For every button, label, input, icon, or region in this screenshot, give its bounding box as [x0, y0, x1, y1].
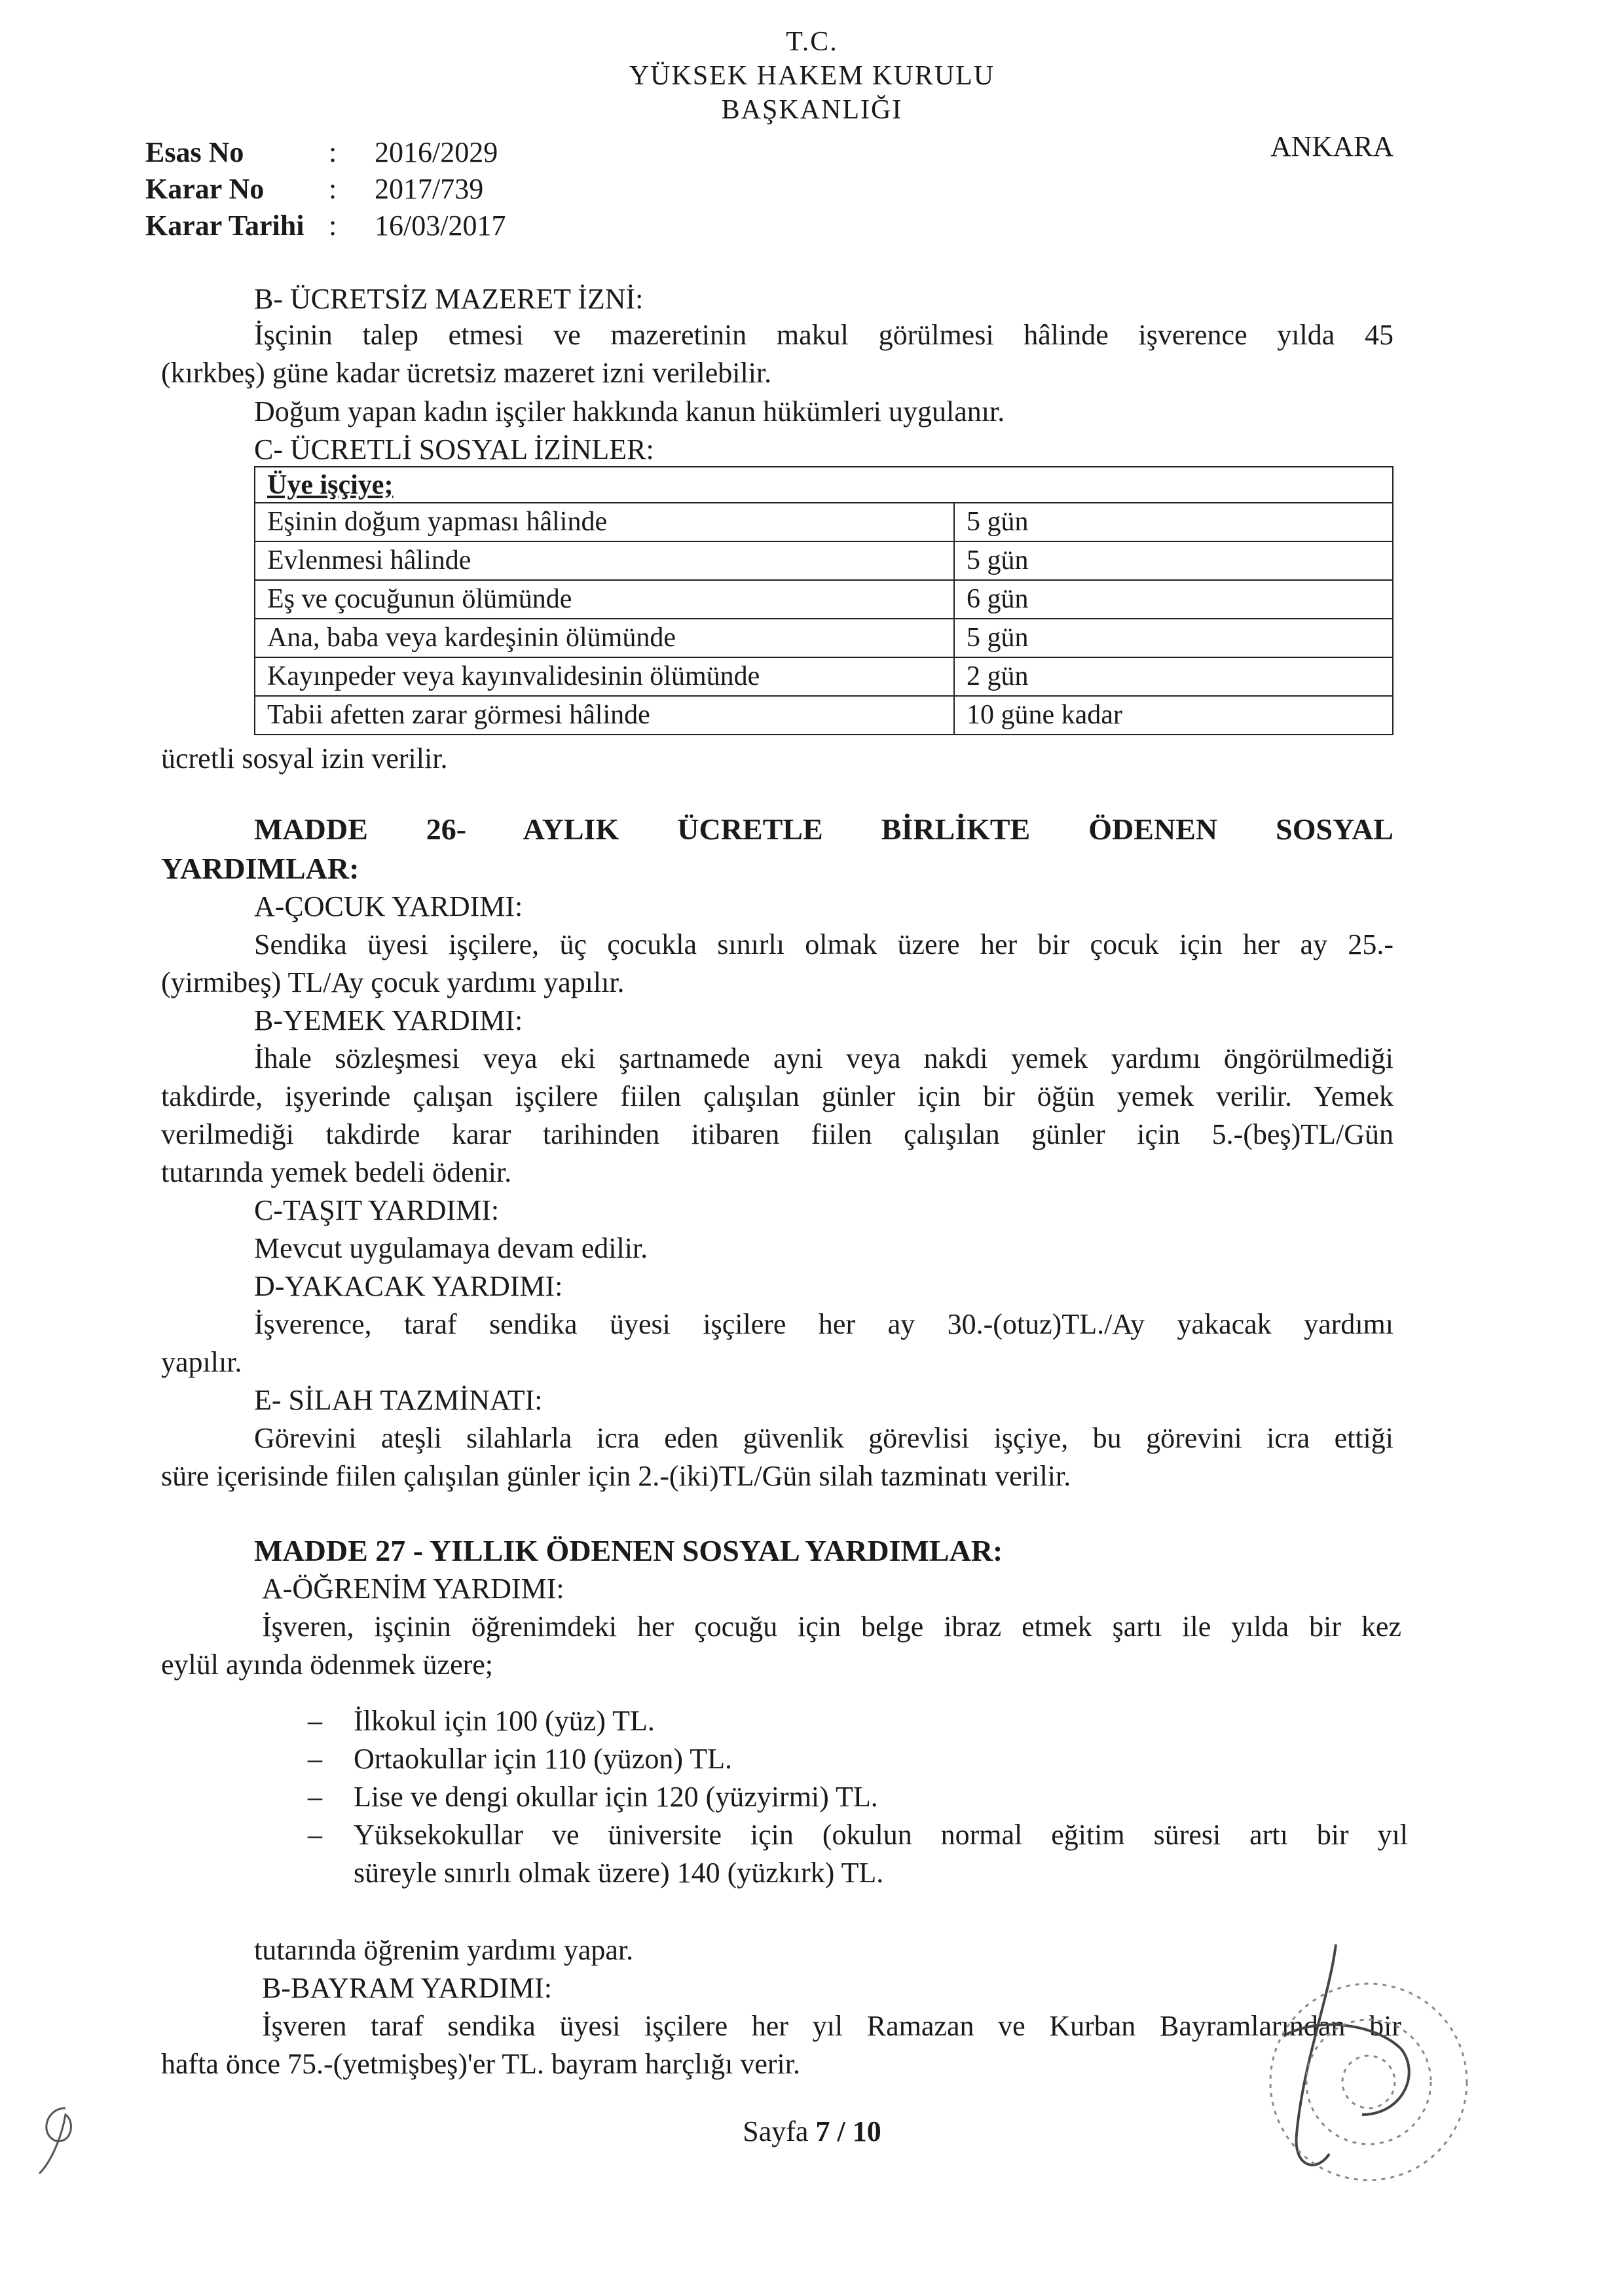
table-row: [255, 619, 1393, 657]
section-b-p1-line2: (kırkbeş) güne kadar ücretsiz mazeret izni verilebilir.: [161, 357, 772, 389]
city: ANKARA: [1270, 130, 1394, 162]
table-row: [255, 503, 1393, 541]
tarih-value: 16/03/2017: [375, 210, 506, 242]
madde26-c-line1: Mevcut uygulamaya devam edilir.: [254, 1232, 648, 1264]
madde26-a-line2: (yirmibeş) TL/Ay çocuk yardımı yapılır.: [161, 966, 625, 998]
page-separator: /: [837, 2115, 845, 2147]
madde26-d-line1: İşverence, taraf sendika üyesi işçilere her ay 30.-(otuz)TL./Ay yakacak yardımı: [254, 1308, 1393, 1340]
karar-value: 2017/739: [375, 173, 484, 205]
madde26-d-line2: yapılır.: [161, 1346, 242, 1378]
madde27-b-title: B-BAYRAM YARDIMI:: [262, 1972, 552, 2004]
karar-label: Karar No: [145, 173, 265, 205]
list-item: [308, 1740, 1408, 1778]
list-item-text: Lise ve dengi okullar için 120 (yüzyirmi) TL.: [354, 1781, 878, 1813]
list-item-text-cont: süreyle sınırlı olmak üzere) 140 (yüzkırk) TL.: [354, 1857, 884, 1889]
leave-days: 2 gün: [954, 657, 1393, 696]
madde26-e-line1: Görevini ateşli silahlarla icra eden güvenlik görevlisi işçiye, bu görevini icra ettiği: [254, 1422, 1393, 1454]
madde27-a-title: A-ÖĞRENİM YARDIMI:: [262, 1573, 564, 1605]
page-footer: [0, 2115, 1624, 2148]
list-dash: –: [308, 1781, 322, 1813]
tarih-label: Karar Tarihi: [145, 210, 304, 242]
leave-case: Tabii afetten zarar görmesi hâlinde: [255, 696, 954, 735]
madde26-c-title: C-TAŞIT YARDIMI:: [254, 1194, 500, 1226]
leave-case: Eş ve çocuğunun ölümünde: [255, 580, 954, 619]
page-current: 7: [815, 2115, 830, 2147]
header-tc: T.C.: [786, 27, 838, 57]
leave-days: 10 güne kadar: [954, 696, 1393, 735]
leave-days: 5 gün: [954, 503, 1393, 541]
karar-row: [145, 171, 506, 208]
madde27-title: MADDE 27 - YILLIK ÖDENEN SOSYAL YARDIMLAR:: [254, 1534, 1003, 1567]
list-dash: –: [308, 1819, 322, 1851]
madde26-e-line2: süre içerisinde fiilen çalışılan günler için 2.-(iki)TL/Gün silah tazminatı verilir.: [161, 1460, 1071, 1492]
list-item: [308, 1702, 1408, 1740]
header-institution: YÜKSEK HAKEM KURULU: [629, 61, 995, 91]
esas-label: Esas No: [145, 136, 244, 168]
list-item-text: İlkokul için 100 (yüz) TL.: [354, 1705, 655, 1737]
leave-table-header-cell: [254, 466, 1393, 502]
leave-table-header: Üye işçiye;: [267, 470, 394, 500]
madde26-a-line1: Sendika üyesi işçilere, üç çocukla sınırlı olmak üzere her bir çocuk için her ay 25.-: [254, 928, 1393, 960]
page-label: Sayfa: [743, 2115, 809, 2147]
colon: :: [329, 136, 337, 168]
list-item-text-block: [354, 1816, 1408, 1892]
list-item: [308, 1816, 1408, 1892]
madde27-a-line1: İşveren, işçinin öğrenimdeki her çocuğu için belge ibraz etmek şartı ile yılda bir kez: [262, 1611, 1401, 1643]
madde26-d-title: D-YAKACAK YARDIMI:: [254, 1270, 563, 1302]
table-row: [255, 696, 1393, 735]
section-b-title: B- ÜCRETSİZ MAZERET İZNİ:: [254, 283, 644, 315]
case-meta: [145, 134, 506, 244]
colon: :: [329, 210, 337, 242]
madde26-b-line1: İhale sözleşmesi veya eki şartnamede ayni veya nakdi yemek yardımı öngörülmediği: [254, 1042, 1393, 1074]
leave-case: Evlenmesi hâlinde: [255, 541, 954, 580]
list-dash: –: [308, 1743, 322, 1775]
list-item-text: Yüksekokullar ve üniversite için (okulun normal eğitim süresi artı bir yıl: [354, 1819, 1408, 1851]
table-row: [255, 541, 1393, 580]
madde26-title-line2: YARDIMLAR:: [161, 852, 360, 885]
section-c-after: ücretli sosyal izin verilir.: [161, 742, 448, 774]
leave-days: 5 gün: [954, 619, 1393, 657]
list-item: [308, 1778, 1408, 1816]
madde26-b-title: B-YEMEK YARDIMI:: [254, 1004, 523, 1036]
leave-days: 5 gün: [954, 541, 1393, 580]
leave-case: Eşinin doğum yapması hâlinde: [255, 503, 954, 541]
signature-stamp-icon: [1205, 1918, 1519, 2193]
header-department: BAŞKANLIĞI: [721, 95, 903, 125]
madde26-e-title: E- SİLAH TAZMİNATI:: [254, 1384, 543, 1416]
leave-days: 6 gün: [954, 580, 1393, 619]
madde26-title-line1: MADDE 26- AYLIK ÜCRETLE BİRLİKTE ÖDENEN SOSYAL: [254, 812, 1393, 846]
madde27-a-line2: eylül ayında ödenmek üzere;: [161, 1649, 494, 1681]
madde26-b-line3: verilmediği takdirde karar tarihinden itibaren fiilen çalışılan günler için 5.-(beş)TL/Gün: [161, 1118, 1393, 1150]
education-aid-list: [308, 1702, 1408, 1892]
section-b-p2: Doğum yapan kadın işçiler hakkında kanun hükümleri uygulanır.: [254, 395, 1005, 428]
madde27-b-line1: İşveren taraf sendika üyesi işçilere her yıl Ramazan ve Kurban Bayramlarından bir: [262, 2010, 1401, 2042]
list-dash: –: [308, 1705, 322, 1737]
madde27-a-after: tutarında öğrenim yardımı yapar.: [254, 1934, 634, 1966]
section-c-title: C- ÜCRETLİ SOSYAL İZİNLER:: [254, 433, 654, 465]
madde26-b-line2: takdirde, işyerinde çalışan işçilere fiilen çalışılan günler için bir öğün yemek verilir. Yemek: [161, 1080, 1393, 1112]
table-row: [255, 657, 1393, 696]
leave-table: [254, 502, 1393, 735]
madde26-a-title: A-ÇOCUK YARDIMI:: [254, 890, 523, 922]
leave-case: Kayınpeder veya kayınvalidesinin ölümünde: [255, 657, 954, 696]
madde27-b-line2: hafta önce 75.-(yetmişbeş)'er TL. bayram harçlığı verir.: [161, 2048, 800, 2080]
leave-case: Ana, baba veya kardeşinin ölümünde: [255, 619, 954, 657]
table-row: [255, 580, 1393, 619]
esas-row: [145, 134, 506, 171]
madde26-b-line4: tutarında yemek bedeli ödenir.: [161, 1156, 512, 1188]
section-b-p1-line1: İşçinin talep etmesi ve mazeretinin makul görülmesi hâlinde işverence yılda 45: [254, 319, 1393, 351]
esas-value: 2016/2029: [375, 136, 498, 168]
list-item-text: Ortaokullar için 110 (yüzon) TL.: [354, 1743, 732, 1775]
colon: :: [329, 173, 337, 205]
tarih-row: [145, 208, 506, 244]
page-total: 10: [852, 2115, 881, 2147]
